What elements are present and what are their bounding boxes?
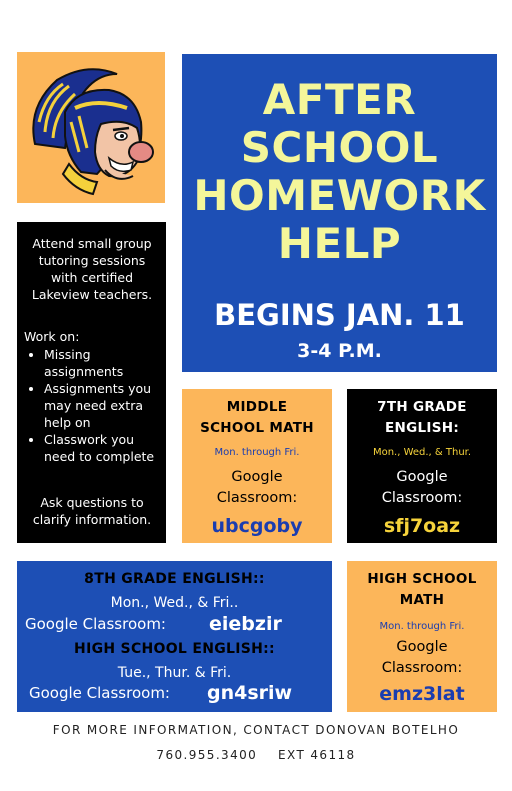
list-item: • Classwork you need to complete <box>44 431 162 465</box>
class-code: emz3lat <box>379 683 465 705</box>
google-classroom-label: Google Classroom: <box>29 684 170 702</box>
begins-date: BEGINS JAN. 11 <box>214 298 465 332</box>
list-item: • Assignments you may need extra help on <box>44 380 162 431</box>
class-code: ubcgoby <box>211 515 303 537</box>
spartan-mascot-logo <box>17 52 165 203</box>
main-title <box>182 76 497 268</box>
class-code: eiebzir <box>209 613 282 635</box>
course-days: Mon. through Fri. <box>379 621 465 632</box>
title-line: HOMEWORK <box>193 171 486 220</box>
session-time: 3-4 P.M. <box>297 340 382 362</box>
course-days: Mon. through Fri. <box>214 447 300 458</box>
intro-text: Attend small group tutoring sessions with certified Lakeview teachers. <box>31 236 153 302</box>
google-classroom-label: Google Classroom: <box>216 469 298 506</box>
contact-info: FOR MORE INFORMATION, CONTACT DONOVAN BOTELHO <box>52 723 460 737</box>
english-panel <box>17 561 332 712</box>
high-school-math-panel <box>347 561 497 712</box>
google-classroom-label: Google Classroom: <box>381 639 463 676</box>
course-title: 8TH GRADE ENGLISH:: <box>84 571 265 587</box>
course-title: HIGH SCHOOL ENGLISH:: <box>74 641 275 657</box>
work-on-heading: Work on: <box>24 329 80 344</box>
course-days: Mon., Wed., & Thur. <box>372 447 472 458</box>
class-code: gn4sriw <box>207 682 293 704</box>
course-title: 7TH GRADE ENGLISH: <box>377 399 467 436</box>
ask-questions-text: Ask questions to clarify information. <box>32 495 152 527</box>
title-line: SCHOOL <box>240 123 439 172</box>
title-panel <box>182 54 497 372</box>
mascot-panel <box>17 52 165 203</box>
google-classroom-label: Google Classroom: <box>25 615 166 633</box>
list-item: • Missing assignments <box>44 346 162 380</box>
class-code: sfj7oaz <box>383 515 461 537</box>
work-on-list <box>17 346 162 465</box>
middle-school-math-panel <box>182 389 332 543</box>
title-line: HELP <box>277 219 402 268</box>
course-title: MIDDLE SCHOOL MATH <box>200 399 314 436</box>
title-line: AFTER <box>262 75 417 124</box>
course-days: Tue., Thur. & Fri. <box>117 665 232 681</box>
course-days: Mon., Wed., & Fri.. <box>110 595 239 611</box>
google-classroom-label: Google Classroom: <box>381 469 463 506</box>
phone-number: 760.955.3400 EXT 46118 <box>156 748 356 762</box>
grade7-english-panel <box>347 389 497 543</box>
course-title: HIGH SCHOOL MATH <box>367 571 477 608</box>
info-panel <box>17 222 166 543</box>
